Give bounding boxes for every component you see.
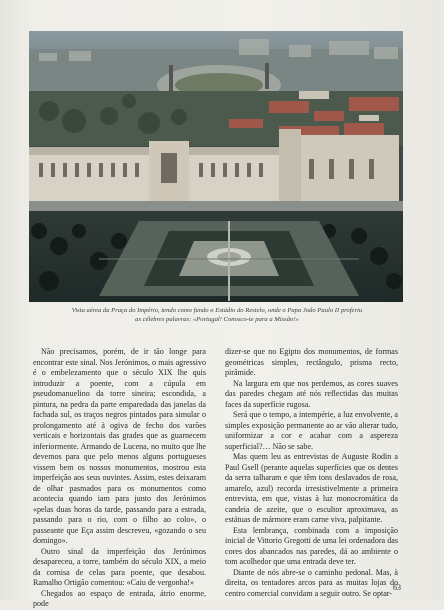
aerial-photo-praca-do-imperio: [29, 31, 403, 302]
paragraph: Será que o tempo, a intempérie, a luz envolvente, a simples exposição permanente ao ar vão alterar tudo, uniformizar a cor e acabar com a aspereza superficial?… Não se sabe.: [225, 410, 398, 451]
paragraph: Na largura em que nos perdemos, as cores suaves das paredes chegam até nós reflectidas das muitas faces da superfície rugosa.: [225, 378, 398, 409]
paragraph: dizer-se que no Egipto dos monumentos, de formas geométricas simples, rectângulo, prisma recto, pirâmide.: [225, 347, 398, 377]
photo-caption: [40, 307, 394, 324]
paragraph: Diante de nós abre-se o caminho pedonal. Mas, à direita, os tentadores arcos para as muitas lojas do centro comercial convidam a seguir outro. Se optar-: [225, 567, 398, 598]
paragraph: Chegados ao espaço de entrada, átrio enorme, pode: [33, 588, 206, 608]
paragraph: Mas quem leu as entrevistas de Auguste Rodin a Paul Gsell (perante aquelas superfícies que os dentes da serra talharam e que têm tons deslavados de rosa, amarelo, azul) recorda irresistivelmente a primeira entrevista, em que, vistas à luz monocromática da candeia de azeite, que o escultor aproximava, as estátuas de mármore eram carne viva, palpitante.: [225, 452, 398, 524]
page-number: 63: [393, 583, 401, 592]
paragraph: Outro sinal da imperfeição dos Jerónimos desapareceu, a torre, também do século XIX, a meio da cornisa de celas para poente, que desabou. Ramalho Ortigão comentou: «Caiu de vergonha!»: [33, 546, 206, 587]
left-text-column: [33, 347, 206, 610]
paragraph: Não precisamos, porém, de ir tão longe para encontrar este sinal. Nos Jerónimos, o mais agressivo é o embelezamento que o século XIX lhe quis introduzir a poente, com a cúpula em pseudomanuelino da torre sineira; escondida, a pintura, na pedra da parte emparedada das janelas da fachada sul, os traços negros pintados para simular o prolongamento até à ogiva de fecho dos varões verticais e horizontais das grades que as guarnecem inferiormente. Armando de Lucena, no muito que lhe devemos para que pelo menos alguns portugueses vissem bem os nossos monumentos, mostrou esta imperfeição aos seus ouvintes. Assim, estes deixaram de olhar pasmados para os monumentos como acontecia quando iam para junto dos Jerónimos «pelas duas horas da tarde, passando para a estrada, passando para o rio, com o filho ao colo», o passeante que Eça assim descreveu, «gozando o seu domingo».: [33, 347, 206, 545]
caption-line-2: as célebres palavras: «Portugal! Conosco-te para a Missão!»: [135, 315, 299, 323]
right-text-column: [225, 347, 398, 599]
caption-line-1: Vista aérea da Praça do Império, tendo como fundo o Estádio do Restelo, onde o Papa João Paulo II proferiu: [71, 307, 363, 314]
paragraph: Esta lembrança, combinada com a imposição inicial de Vittorio Gregotti de uma lei ordenadora das cores dos abancados nas paredes, dá ao ambiente o tom acolhedor que uma entrada deve ter.: [225, 525, 398, 566]
